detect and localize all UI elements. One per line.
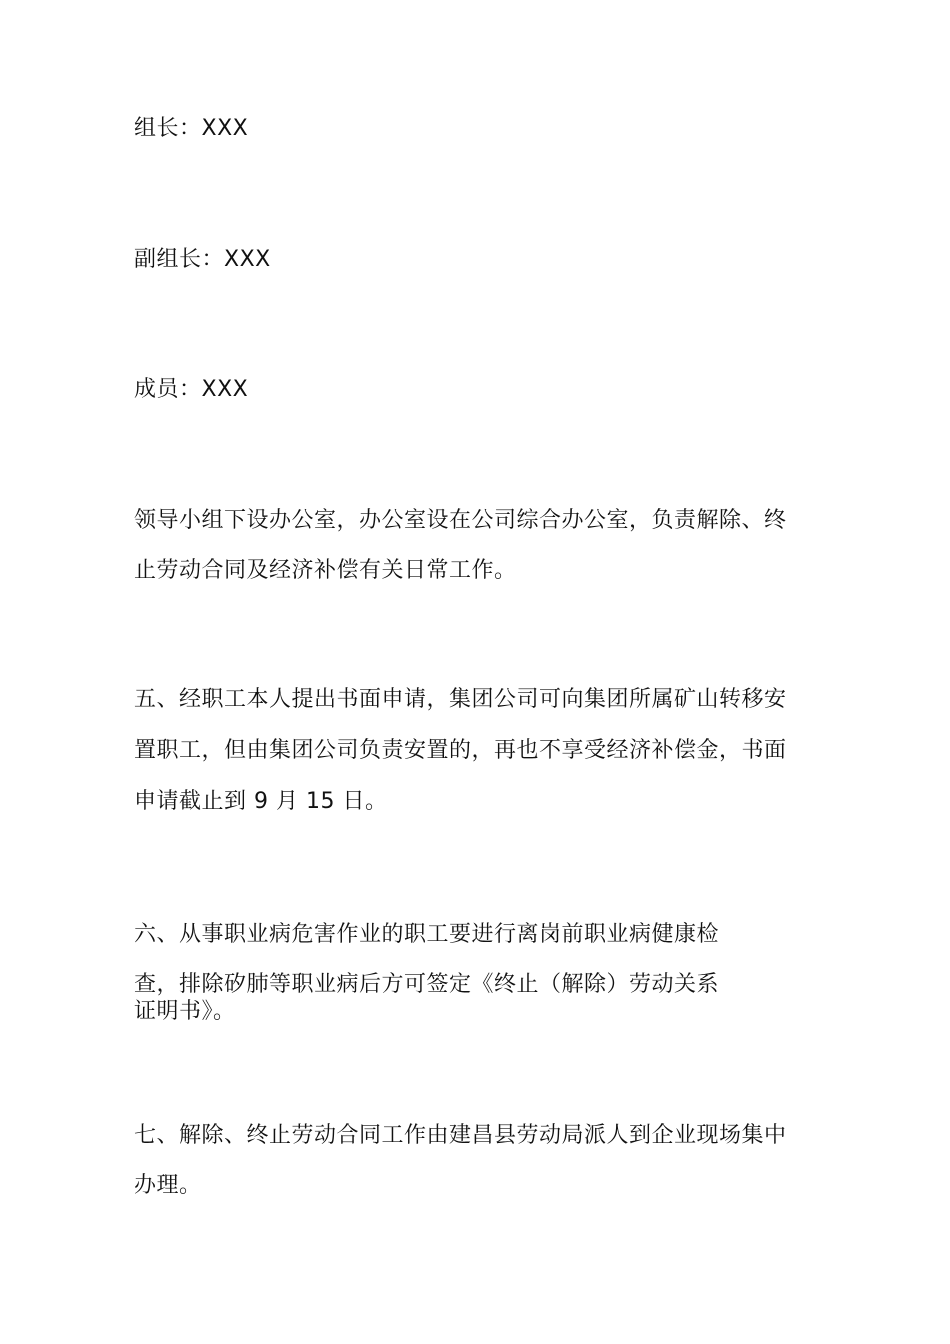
office-paragraph-line-1: 领导小组下设办公室，办公室设在公司综合办公室，负责解除、终 [134,508,787,533]
section-six-line-3: 证明书》。 [134,999,236,1024]
section-seven-line-1: 七、解除、终止劳动合同工作由建昌县劳动局派人到企业现场集中 [134,1123,787,1148]
section-five-line-3: 申请截止到 9 月 15 日。 [134,789,388,814]
section-six-line-2: 查，排除矽肺等职业病后方可签定《终止（解除）劳动关系 [134,972,720,997]
section-seven-line-2: 办理。 [134,1173,202,1198]
section-six-line-1: 六、从事职业病危害作业的职工要进行离岗前职业病健康检 [134,922,720,947]
section-five-line-2: 置职工，但由集团公司负责安置的，再也不享受经济补偿金，书面 [134,738,787,763]
team-leader-line: 组长：XXX [134,116,249,141]
members-line: 成员：XXX [134,377,249,402]
office-paragraph-line-2: 止劳动合同及经济补偿有关日常工作。 [134,558,517,583]
section-five-line-1: 五、经职工本人提出书面申请，集团公司可向集团所属矿山转移安 [134,687,787,712]
deputy-leader-line: 副组长：XXX [134,247,271,272]
